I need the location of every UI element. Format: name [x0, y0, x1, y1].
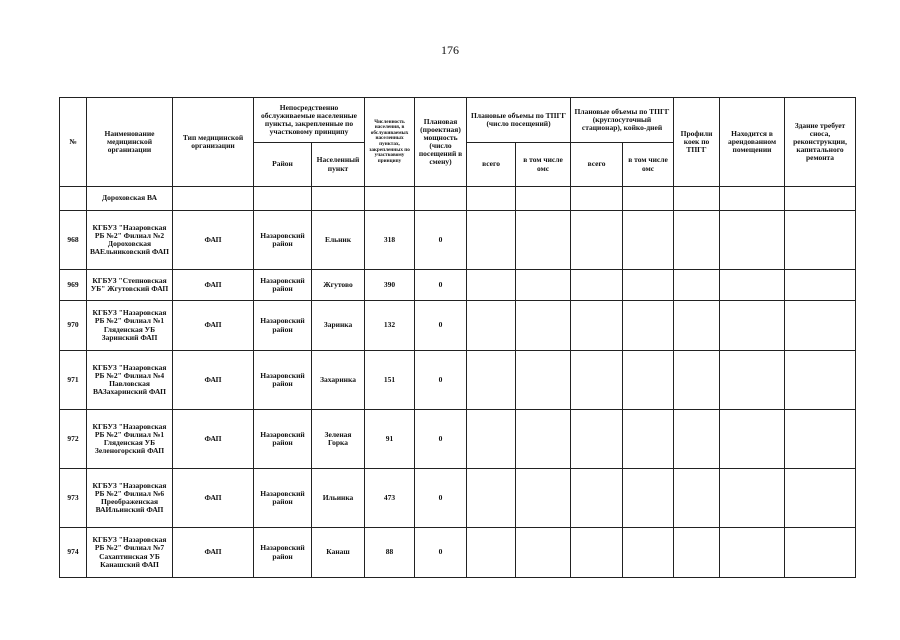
settlement: Жгутово	[312, 270, 365, 301]
row-number: 974	[60, 528, 87, 578]
row-number: 972	[60, 410, 87, 469]
header-district: Район	[254, 143, 312, 187]
population: 88	[365, 528, 415, 578]
header-settlement: Населенный пункт	[312, 143, 365, 187]
population: 132	[365, 301, 415, 351]
header-needs-work: Здание требует сноса, реконструкции, капитального ремонта	[785, 98, 856, 187]
row-number: 968	[60, 211, 87, 270]
capacity: 0	[415, 301, 467, 351]
header-no: №	[60, 98, 87, 187]
table-row	[60, 410, 856, 469]
district: Назаровский район	[254, 351, 312, 410]
header-org-type: Тип медицинской организации	[173, 98, 254, 187]
capacity: 0	[415, 469, 467, 528]
org-name: КГБУЗ "Назаровская РБ №2" Филиал №1 Гляденская УБ Зеленогорский ФАП	[87, 410, 173, 469]
settlement: Ельник	[312, 211, 365, 270]
row-number: 971	[60, 351, 87, 410]
header-volumes-hospital: Плановые объемы по ТПГГ (круглосуточный стационар), койко-дней	[571, 98, 674, 143]
header-beds-oms: в том числе омс	[623, 143, 674, 187]
population: 151	[365, 351, 415, 410]
table-row	[60, 270, 856, 301]
row-number: 973	[60, 469, 87, 528]
subheader-org-name: Дороховская ВА	[87, 187, 173, 211]
table-row	[60, 211, 856, 270]
header-visits-oms: в том числе омс	[516, 143, 571, 187]
table-row	[60, 301, 856, 351]
org-name: КГБУЗ "Степновская УБ" Жгутовский ФАП	[87, 270, 173, 301]
header-capacity: Плановая (проектная) мощность (число посещений в смену)	[415, 98, 467, 187]
page-number: 176	[441, 43, 459, 57]
org-name: КГБУЗ "Назаровская РБ №2" Филиал №4 Павловская ВАЗахаринский ФАП	[87, 351, 173, 410]
district: Назаровский район	[254, 270, 312, 301]
settlement: Ильинка	[312, 469, 365, 528]
settlement: Канаш	[312, 528, 365, 578]
capacity: 0	[415, 270, 467, 301]
org-type: ФАП	[173, 211, 254, 270]
capacity: 0	[415, 528, 467, 578]
header-visits-total: всего	[467, 143, 516, 187]
org-type: ФАП	[173, 351, 254, 410]
district: Назаровский район	[254, 469, 312, 528]
table-row	[60, 469, 856, 528]
table-row-subheader	[60, 187, 856, 211]
settlement: Зеленая Горка	[312, 410, 365, 469]
org-name: КГБУЗ "Назаровская РБ №2" Филиал №1 Гляденская УБ Заринский ФАП	[87, 301, 173, 351]
population: 390	[365, 270, 415, 301]
header-beds-total: всего	[571, 143, 623, 187]
header-org-name: Наименование медицинской организации	[87, 98, 173, 187]
header-rented: Находится в арендованном помещении	[720, 98, 785, 187]
district: Назаровский район	[254, 301, 312, 351]
org-name: КГБУЗ "Назаровская РБ №2" Филиал №6 Преображенская ВАИльинский ФАП	[87, 469, 173, 528]
settlement: Захаринка	[312, 351, 365, 410]
org-type: ФАП	[173, 469, 254, 528]
header-served-settlements: Непосредственно обслуживаемые населенные пункты, закрепленные по участковому принципу	[254, 98, 365, 143]
population: 91	[365, 410, 415, 469]
row-number: 970	[60, 301, 87, 351]
capacity: 0	[415, 211, 467, 270]
settlement: Заринка	[312, 301, 365, 351]
org-type: ФАП	[173, 270, 254, 301]
org-name: КГБУЗ "Назаровская РБ №2" Филиал №7 Сахаптинская УБ Канашский ФАП	[87, 528, 173, 578]
header-bed-profiles: Профили коек по ТПГГ	[674, 98, 720, 187]
org-type: ФАП	[173, 528, 254, 578]
org-name: КГБУЗ "Назаровская РБ №2" Филиал №2 Дороховская ВАЕльниковский ФАП	[87, 211, 173, 270]
population: 473	[365, 469, 415, 528]
org-type: ФАП	[173, 410, 254, 469]
population: 318	[365, 211, 415, 270]
row-number: 969	[60, 270, 87, 301]
district: Назаровский район	[254, 410, 312, 469]
fap-table	[59, 97, 856, 578]
table-row	[60, 528, 856, 578]
header-population: Численность населения, в обслуживаемых населенных пунктах, закрепленных по участковому принципу	[365, 98, 415, 187]
district: Назаровский район	[254, 528, 312, 578]
district: Назаровский район	[254, 211, 312, 270]
table-row	[60, 351, 856, 410]
header-volumes-visits: Плановые объемы по ТПГГ (число посещений)	[467, 98, 571, 143]
capacity: 0	[415, 410, 467, 469]
capacity: 0	[415, 351, 467, 410]
org-type: ФАП	[173, 301, 254, 351]
